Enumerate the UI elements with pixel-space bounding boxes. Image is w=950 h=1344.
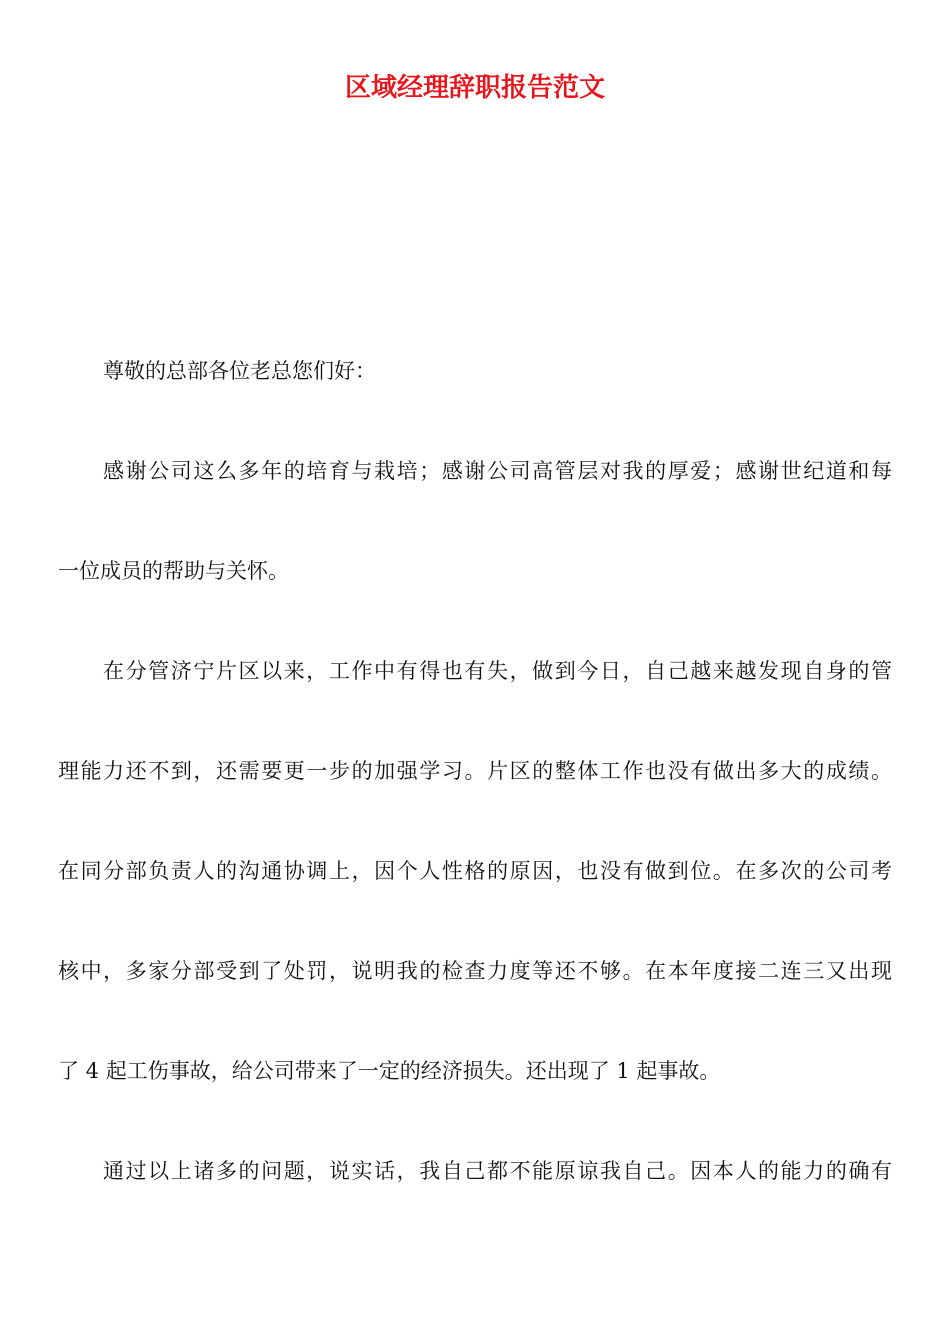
document-title: 区域经理辞职报告范文 (344, 73, 605, 103)
paragraph-2-line-4: 核中，多家分部受到了处罚，说明我的检查力度等还不够。在本年度接二连三又出现 (58, 959, 892, 983)
paragraph-2-line-2: 理能力还不到，还需要更一步的加强学习。片区的整体工作也没有做出多大的成绩。 (58, 759, 892, 783)
paragraph-2-line-3: 在同分部负责人的沟通协调上，因个人性格的原因，也没有做到位。在多次的公司考 (58, 859, 892, 883)
salutation-line: 尊敬的总部各位老总您们好： (103, 359, 376, 383)
paragraph-1-line-2: 一位成员的帮助与关怀。 (58, 559, 289, 583)
paragraph-3-line-1: 通过以上诸多的问题，说实话，我自己都不能原谅我自己。因本人的能力的确有 (103, 1159, 892, 1183)
paragraph-2-line-1: 在分管济宁片区以来，工作中有得也有失，做到今日，自己越来越发现自身的管 (103, 659, 892, 683)
paragraph-2-line-5: 了 4 起工伤事故，给公司带来了一定的经济损失。还出现了 1 起事故。 (58, 1059, 721, 1083)
paragraph-1-line-1: 感谢公司这么多年的培育与栽培；感谢公司高管层对我的厚爱；感谢世纪道和每 (103, 459, 892, 483)
